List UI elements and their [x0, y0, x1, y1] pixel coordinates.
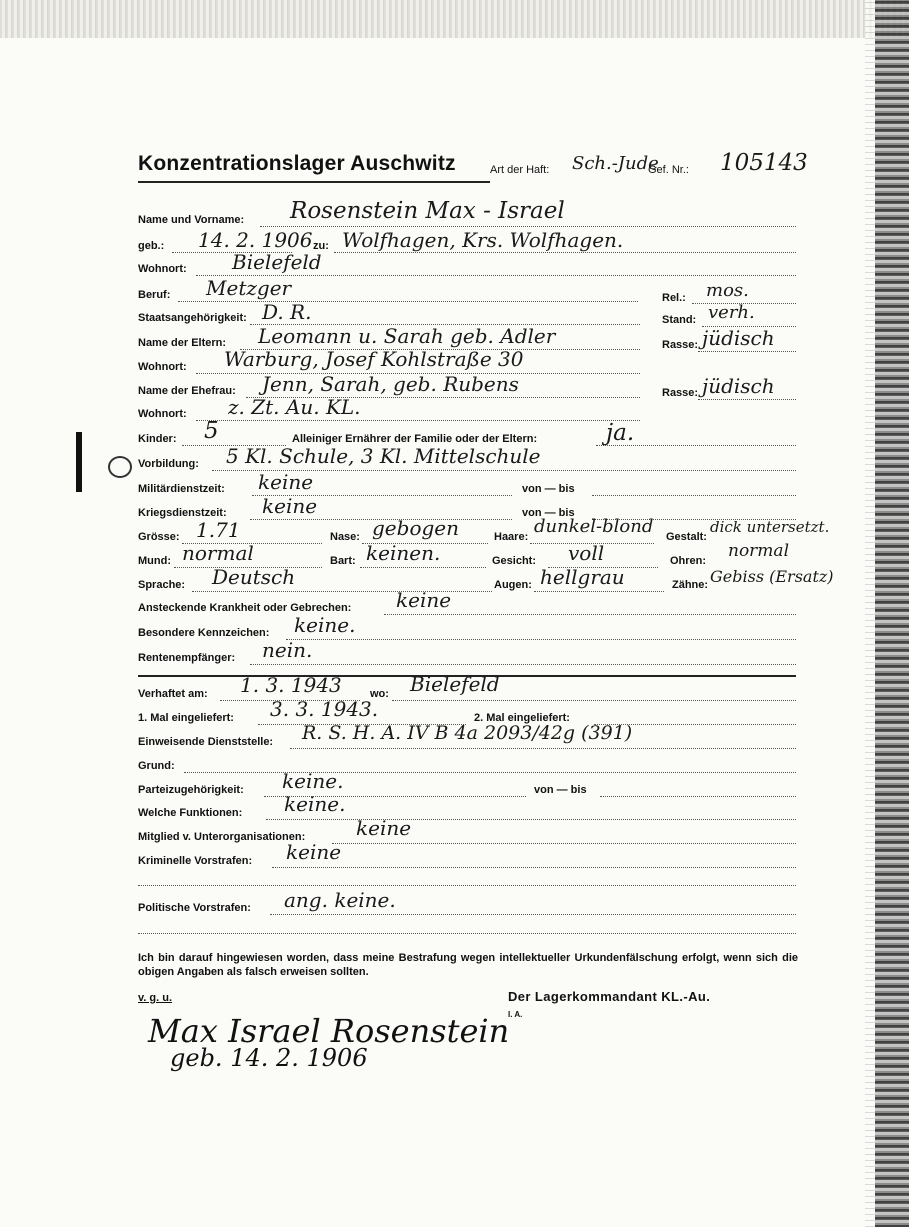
- ia-label: I. A.: [508, 1010, 523, 1019]
- krankheit-line: [384, 614, 796, 615]
- rente-value: nein.: [262, 638, 313, 662]
- ehefrau-label: Name der Ehefrau:: [138, 385, 236, 397]
- kriminell-label: Kriminelle Vorstrafen:: [138, 855, 253, 867]
- funktionen-label: Welche Funktionen:: [138, 807, 243, 819]
- grund-line: [184, 772, 796, 773]
- krieg-label: Kriegsdienstzeit:: [138, 507, 227, 519]
- staat-value: D. R.: [262, 300, 312, 324]
- funktionen-line: [266, 819, 796, 820]
- kinder-label: Kinder:: [138, 433, 177, 445]
- eingeliefert1-label: 1. Mal eingeliefert:: [138, 712, 234, 724]
- haare-label: Haare:: [494, 531, 529, 543]
- haeftling-nr-label: Gef. Nr.:: [648, 164, 689, 176]
- kinder-value: 5: [204, 418, 219, 444]
- zu-line: [334, 252, 796, 253]
- eltern-rasse-value: jüdisch: [702, 326, 775, 350]
- zaehne-label: Zähne:: [672, 579, 709, 591]
- verhaftet-label: Verhaftet am:: [138, 688, 208, 700]
- scan-edge-right: [875, 0, 909, 1227]
- ehefrau-wohnort-value: z. Zt. Au. KL.: [228, 395, 361, 419]
- partei-von-bis-line: [600, 796, 796, 797]
- bart-label: Bart:: [330, 555, 356, 567]
- beruf-label: Beruf:: [138, 289, 171, 301]
- groesse-label: Grösse:: [138, 531, 180, 543]
- eltern-rasse-line: [698, 351, 796, 352]
- signature-name: Max Israel Rosenstein: [148, 1012, 510, 1050]
- krieg-value: keine: [262, 494, 318, 518]
- ehefrau-rasse-label: Rasse:: [662, 387, 699, 399]
- eltern-rasse-label: Rasse:: [662, 339, 699, 351]
- krieg-von-bis: von — bis: [522, 507, 575, 519]
- unterorg-label: Mitglied v. Unterorganisationen:: [138, 831, 306, 843]
- militaer-label: Militärdienstzeit:: [138, 483, 225, 495]
- ehefrau-wohnort-label: Wohnort:: [138, 408, 187, 420]
- wo-line: [392, 700, 796, 701]
- bart-line: [360, 567, 486, 568]
- ohren-value: normal: [728, 541, 790, 561]
- wo-label: wo:: [370, 688, 389, 700]
- ehefrau-rasse-value: jüdisch: [702, 374, 775, 398]
- ehefrau-wohnort-line: [196, 420, 640, 421]
- form-title: Konzentrationslager Auschwitz: [138, 152, 456, 175]
- declaration-text: Ich bin darauf hingewiesen worden, dass meine Bestrafung wegen intellektueller Urkundenfälschung erfolgt, wenn sich die obigen Angaben als falsch erweisen sollten.: [138, 952, 798, 978]
- grund-label: Grund:: [138, 760, 175, 772]
- punch-hole: [108, 456, 132, 478]
- nase-value: gebogen: [372, 516, 460, 540]
- name-label: Name und Vorname:: [138, 214, 245, 226]
- dienststelle-label: Einweisende Dienststelle:: [138, 736, 274, 748]
- ehefrau-rasse-line: [698, 399, 796, 400]
- zu-value: Wolfhagen, Krs. Wolfhagen.: [342, 228, 624, 252]
- geb-value: 14. 2. 1906: [198, 228, 313, 252]
- krankheit-label: Ansteckende Krankheit oder Gebrechen:: [138, 602, 352, 614]
- signature-date: geb. 14. 2. 1906: [170, 1044, 368, 1072]
- gesicht-label: Gesicht:: [492, 555, 537, 567]
- unterorg-line: [332, 843, 796, 844]
- rente-label: Rentenempfänger:: [138, 652, 236, 664]
- militaer-von-bis-line: [592, 495, 796, 496]
- name-line: [260, 226, 796, 227]
- dienststelle-line: [290, 748, 796, 749]
- eltern-label: Name der Eltern:: [138, 337, 227, 349]
- verhaftet-value: 1. 3. 1943: [240, 673, 342, 697]
- ehefrau-value: Jenn, Sarah, geb. Rubens: [262, 372, 519, 396]
- partei-value: keine.: [282, 769, 344, 793]
- nase-label: Nase:: [330, 531, 360, 543]
- dienststelle-value: R. S. H. A. IV B 4a 2093/42g (391): [302, 722, 633, 744]
- kennzeichen-line: [286, 639, 796, 640]
- geb-label: geb.:: [138, 240, 165, 252]
- eingeliefert1-value: 3. 3. 1943.: [270, 697, 379, 721]
- wohnort-label: Wohnort:: [138, 263, 187, 275]
- title-underline: [138, 181, 490, 183]
- haare-value: dunkel-blond: [534, 516, 654, 537]
- gestalt-label: Gestalt:: [666, 531, 707, 543]
- name-value: Rosenstein Max - Israel: [290, 198, 565, 224]
- zu-label: zu:: [313, 240, 329, 252]
- bart-value: keinen.: [366, 541, 441, 565]
- ernaehrer-value: ja.: [606, 420, 635, 446]
- eltern-wohnort-value: Warburg, Josef Kohlstraße 30: [224, 347, 524, 371]
- art-der-haft-label: Art der Haft:: [490, 164, 550, 176]
- rente-line: [250, 664, 796, 665]
- militaer-von-bis: von — bis: [522, 483, 575, 495]
- mund-value: normal: [182, 541, 254, 565]
- vgu-label: v. g. u.: [138, 992, 173, 1004]
- rel-value: mos.: [706, 280, 749, 301]
- rel-label: Rel.:: [662, 292, 686, 304]
- kriminell-value: keine: [286, 840, 342, 864]
- funktionen-value: keine.: [284, 792, 346, 816]
- eltern-wohnort-label: Wohnort:: [138, 361, 187, 373]
- augen-value: hellgrau: [540, 565, 625, 589]
- groesse-value: 1.71: [196, 518, 241, 542]
- binder-mark: [76, 432, 82, 492]
- scan-edge-right-inner: [865, 0, 875, 1227]
- augen-label: Augen:: [494, 579, 532, 591]
- kriminell-line-2: [138, 885, 796, 886]
- politisch-line: [270, 914, 796, 915]
- politisch-line-2: [138, 933, 796, 934]
- vorbildung-label: Vorbildung:: [138, 458, 199, 470]
- zaehne-value: Gebiss (Ersatz): [710, 567, 834, 586]
- beruf-line: [178, 301, 638, 302]
- sprache-label: Sprache:: [138, 579, 186, 591]
- wo-value: Bielefeld: [410, 672, 500, 696]
- stand-label: Stand:: [662, 314, 697, 326]
- politisch-value: ang. keine.: [284, 888, 396, 912]
- haeftling-nr-value: 105143: [720, 150, 808, 176]
- ohren-label: Ohren:: [670, 555, 707, 567]
- wohnort-value: Bielefeld: [232, 250, 322, 274]
- politisch-label: Politische Vorstrafen:: [138, 902, 251, 914]
- militaer-value: keine: [258, 470, 314, 494]
- augen-line: [534, 591, 664, 592]
- krankheit-value: keine: [396, 588, 452, 612]
- stand-value: verh.: [708, 302, 755, 323]
- vorbildung-value: 5 Kl. Schule, 3 Kl. Mittelschule: [226, 444, 541, 468]
- kriminell-line: [272, 867, 796, 868]
- gestalt-value: dick untersetzt.: [710, 518, 830, 536]
- sprache-value: Deutsch: [212, 565, 296, 589]
- ernaehrer-label: Alleiniger Ernährer der Familie oder der Eltern:: [292, 433, 538, 445]
- mund-label: Mund:: [138, 555, 171, 567]
- kennzeichen-value: keine.: [294, 613, 356, 637]
- beruf-value: Metzger: [206, 276, 292, 300]
- kommandant-label: Der Lagerkommandant KL.-Au.: [508, 989, 711, 1004]
- kennzeichen-label: Besondere Kennzeichen:: [138, 627, 270, 639]
- partei-von-bis: von — bis: [534, 784, 587, 796]
- partei-label: Parteizugehörigkeit:: [138, 784, 244, 796]
- gesicht-value: voll: [568, 541, 605, 565]
- eltern-value: Leomann u. Sarah geb. Adler: [258, 324, 556, 348]
- scan-edge-top: [0, 0, 909, 38]
- unterorg-value: keine: [356, 816, 412, 840]
- eingeliefert2-label: 2. Mal eingeliefert:: [474, 712, 570, 724]
- art-der-haft-value: Sch.-Jude: [572, 153, 659, 174]
- staat-label: Staatsangehörigkeit:: [138, 312, 247, 324]
